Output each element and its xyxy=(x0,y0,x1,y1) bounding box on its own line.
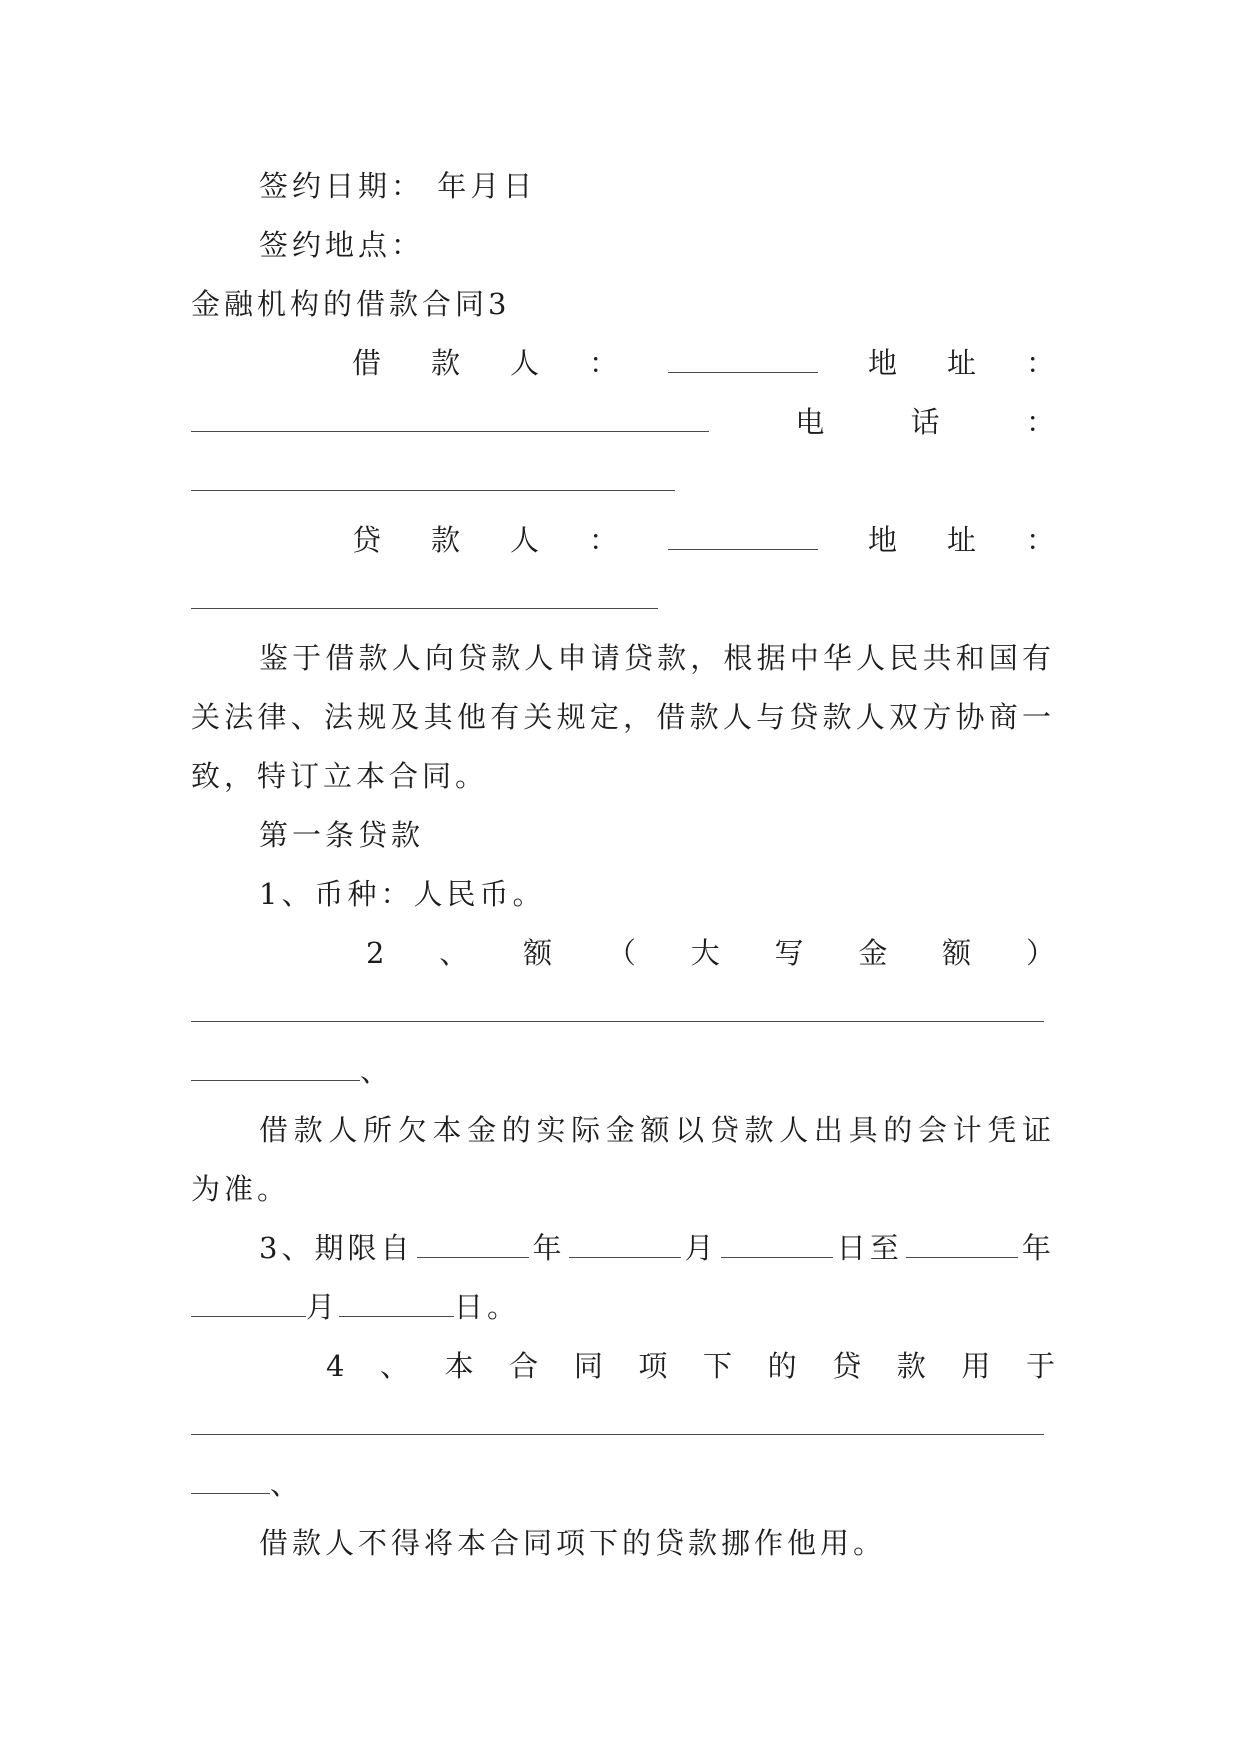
purpose-label-char: 下 xyxy=(703,1349,733,1383)
purpose-label-char: 同 xyxy=(573,1349,603,1383)
amount-tail-punctuation: 、 xyxy=(360,1054,394,1088)
lender-label-char: 款 xyxy=(431,523,461,557)
amount-blank-tail-line xyxy=(191,1042,1055,1101)
term-start-day-blank xyxy=(721,1219,833,1258)
term-text: 年 xyxy=(1021,1231,1055,1265)
borrower-address-blank xyxy=(191,393,709,432)
amount-blank xyxy=(191,983,1044,1022)
purpose-tail-punctuation: 、 xyxy=(270,1467,304,1501)
borrower-phone-label-char: ： xyxy=(1025,405,1055,439)
term-text: 日。 xyxy=(454,1290,521,1324)
amount-blank-line xyxy=(191,983,1055,1042)
borrower-name-line xyxy=(191,334,1055,393)
amount-label-char: 2 xyxy=(366,936,385,970)
term-line xyxy=(191,1219,1055,1278)
term-text: 月 xyxy=(306,1290,340,1324)
principal-note-line: 借款人所欠本金的实际金额以贷款人出具的会计凭证 xyxy=(259,1113,1055,1147)
signing-place: 签约地点： xyxy=(259,228,425,262)
purpose-label-char: 于 xyxy=(1025,1349,1055,1383)
document-body xyxy=(191,157,1055,1573)
lender-name-blank xyxy=(668,511,818,550)
lender-address-label-char: ： xyxy=(1025,523,1055,557)
borrower-name-blank xyxy=(668,334,818,373)
currency-clause: 1、币种：人民币。 xyxy=(259,877,546,911)
purpose-blank xyxy=(191,1396,1044,1435)
term-text: 日至 xyxy=(836,1231,903,1265)
purpose-label-char: 、 xyxy=(380,1349,410,1383)
borrower-phone-label-char: 话 xyxy=(910,405,940,439)
preamble-line: 致，特订立本合同。 xyxy=(191,759,489,793)
principal-note-line: 为准。 xyxy=(191,1172,291,1206)
term-text: 月 xyxy=(684,1231,718,1265)
term-text: 年 xyxy=(532,1231,566,1265)
borrower-label-char: 借 xyxy=(352,346,382,380)
borrower-label-char: 款 xyxy=(431,346,461,380)
lender-name-line xyxy=(191,511,1055,570)
term-end-year-blank xyxy=(906,1219,1018,1258)
borrower-address-label-char: 地 xyxy=(867,346,897,380)
amount-label-char: 写 xyxy=(774,936,804,970)
amount-label-char: 大 xyxy=(690,936,720,970)
term-end-day-blank xyxy=(339,1278,454,1317)
borrower-phone-line xyxy=(191,452,1055,511)
article-1-heading: 第一条贷款 xyxy=(259,818,425,852)
lender-address-label-char: 址 xyxy=(946,523,976,557)
purpose-label-line xyxy=(191,1337,1055,1396)
borrower-phone-label-char: 电 xyxy=(795,405,825,439)
lender-address-label-char: 地 xyxy=(867,523,897,557)
purpose-blank-tail-line xyxy=(191,1455,1055,1514)
purpose-blank-line xyxy=(191,1396,1055,1455)
lender-label-char: 贷 xyxy=(352,523,382,557)
amount-label-char: 金 xyxy=(858,936,888,970)
preamble-line: 鉴于借款人向贷款人申请贷款，根据中华人民共和国有 xyxy=(259,641,1055,675)
purpose-label-char: 本 xyxy=(444,1349,474,1383)
purpose-label-char: 4 xyxy=(326,1349,345,1383)
contract-title: 金融机构的借款合同3 xyxy=(191,287,511,321)
lender-address-blank xyxy=(191,570,658,609)
term-line-continued xyxy=(191,1278,1055,1337)
term-start-month-blank xyxy=(569,1219,681,1258)
purpose-label-char: 贷 xyxy=(832,1349,862,1383)
amount-label-char: 、 xyxy=(439,936,469,970)
amount-label-char: 额 xyxy=(523,936,553,970)
borrower-label-char: ： xyxy=(589,346,619,380)
lender-label-char: ： xyxy=(589,523,619,557)
preamble-line: 关法律、法规及其他有关规定，借款人与贷款人双方协商一 xyxy=(191,700,1055,734)
borrower-phone-blank xyxy=(191,452,675,491)
borrower-address-label-char: ： xyxy=(1025,346,1055,380)
purpose-label-char: 合 xyxy=(509,1349,539,1383)
amount-label-char: （ xyxy=(606,936,636,970)
amount-label-line xyxy=(191,924,1055,983)
lender-label-char: 人 xyxy=(510,523,540,557)
term-text: 3、期限自 xyxy=(259,1231,414,1265)
usage-note: 借款人不得将本合同项下的贷款挪作他用。 xyxy=(259,1526,887,1560)
amount-label-char: 额 xyxy=(942,936,972,970)
lender-address-line xyxy=(191,570,1055,629)
borrower-label-char: 人 xyxy=(510,346,540,380)
borrower-address-label-char: 址 xyxy=(946,346,976,380)
borrower-address-line xyxy=(191,393,1055,452)
purpose-blank-continued xyxy=(191,1455,270,1494)
purpose-label-char: 款 xyxy=(896,1349,926,1383)
term-end-month-blank xyxy=(191,1278,306,1317)
term-start-year-blank xyxy=(417,1219,529,1258)
signing-date: 签约日期： 年月日 xyxy=(259,169,537,203)
amount-label-char: ） xyxy=(1025,936,1055,970)
amount-blank-continued xyxy=(191,1042,360,1081)
purpose-label-char: 项 xyxy=(638,1349,668,1383)
purpose-label-char: 的 xyxy=(767,1349,797,1383)
purpose-label-char: 用 xyxy=(961,1349,991,1383)
